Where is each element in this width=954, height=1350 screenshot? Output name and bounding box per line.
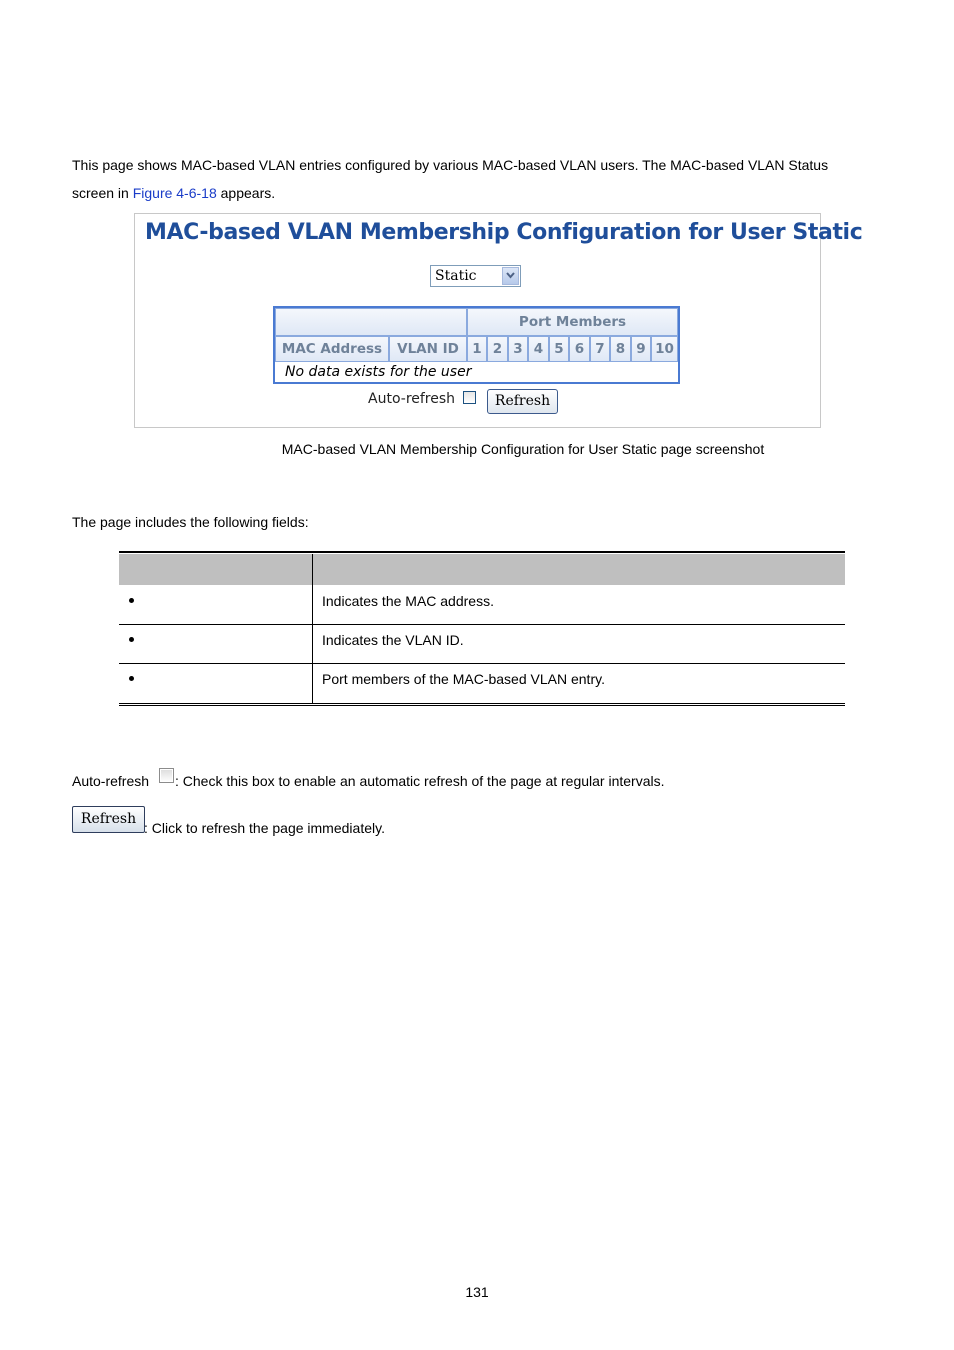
empty-message: No data exists for the user — [285, 364, 472, 380]
refresh-text: : Click to refresh the page immediately. — [144, 820, 385, 836]
vlan-id-header: VLAN ID — [389, 336, 467, 362]
user-select-value: Static — [435, 268, 477, 284]
port-header: 2 — [487, 336, 508, 362]
header-spacer — [275, 308, 467, 336]
field-description: Port members of the MAC-based VLAN entry. — [322, 671, 605, 687]
auto-refresh-checkbox[interactable] — [159, 768, 174, 783]
field-description: Indicates the MAC address. — [322, 593, 494, 609]
field-description: Indicates the VLAN ID. — [322, 632, 464, 648]
screenshot-title: MAC-based VLAN Membership Configuration for User Static — [145, 220, 863, 245]
chevron-down-icon[interactable] — [502, 267, 519, 285]
refresh-button[interactable]: Refresh — [72, 806, 145, 833]
table-row — [119, 663, 845, 702]
refresh-button[interactable]: Refresh — [487, 389, 558, 414]
figure-link[interactable]: Figure 4-6-18 — [132, 185, 217, 201]
port-header: 10 — [651, 336, 678, 362]
intro-paragraph: This page shows MAC-based VLAN entries configured by various MAC-based VLAN users. The MAC-based VLAN Status screen in Figure 4-6-18 appears. — [72, 157, 829, 201]
bullet-icon — [129, 598, 134, 603]
table-row — [119, 624, 845, 663]
table-top-rule — [119, 551, 845, 553]
fields-intro: The page includes the following fields: — [72, 514, 309, 530]
auto-refresh-checkbox[interactable] — [463, 391, 476, 404]
table-row — [119, 585, 845, 624]
fields-table — [119, 551, 845, 706]
port-header: 4 — [528, 336, 549, 362]
page-number: 131 — [465, 1284, 489, 1300]
user-select[interactable] — [430, 265, 521, 287]
bullet-icon — [129, 637, 134, 642]
membership-table — [273, 306, 680, 384]
screenshot-figure — [134, 213, 863, 428]
bullet-icon — [129, 676, 134, 681]
port-header: 9 — [631, 336, 651, 362]
auto-refresh-label: Auto-refresh — [72, 773, 150, 789]
port-header: 8 — [610, 336, 631, 362]
port-header: 6 — [569, 336, 590, 362]
table-header-row — [119, 554, 845, 585]
port-members-header: Port Members — [467, 308, 678, 336]
auto-refresh-label: Auto-refresh — [368, 391, 456, 407]
figure-caption: MAC-based VLAN Membership Configuration for User Static page screenshot — [281, 441, 765, 457]
port-header: 5 — [549, 336, 569, 362]
auto-refresh-text: : Check this box to enable an automatic refresh of the page at regular intervals. — [175, 773, 665, 789]
port-header: 1 — [467, 336, 487, 362]
port-header: 7 — [590, 336, 610, 362]
table-bottom-rule — [119, 703, 845, 706]
port-header: 3 — [508, 336, 528, 362]
mac-address-header: MAC Address — [275, 336, 389, 362]
